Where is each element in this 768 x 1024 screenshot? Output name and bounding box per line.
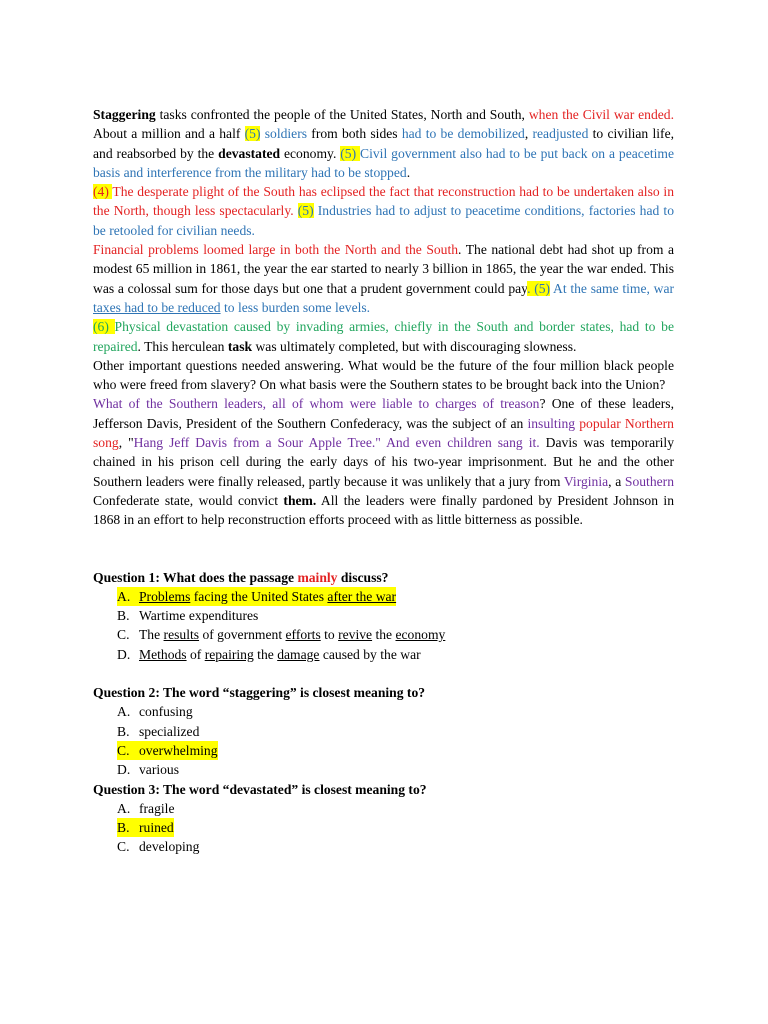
blue-text: Industries had to adjust to peacetime conditions, factories had to be retooled for civilian needs.	[93, 203, 674, 238]
passage-paragraph-6	[93, 394, 674, 529]
option-letter: A.	[117, 704, 131, 720]
text-span: , "	[118, 435, 134, 451]
text-span: Davis was temporarily chained in his prison cell during the early days of his two-year imprisonment. But he and the other Southern leaders were finally released, partly because it was unlikely that a jury from	[93, 435, 674, 489]
option-c[interactable]	[117, 741, 674, 760]
spacer	[93, 530, 674, 568]
option-letter: B.	[117, 723, 130, 739]
option-a[interactable]	[117, 587, 674, 606]
passage-paragraph-2	[93, 182, 674, 240]
blue-text: to less burden some levels.	[220, 299, 371, 315]
purple-text: insulting	[527, 415, 576, 431]
option-letter: D.	[117, 646, 131, 662]
question-1	[93, 568, 674, 587]
blue-text: Civil government also had to be put back on a peacetime basis and interference from the military had to be stopped	[93, 145, 675, 180]
option-c[interactable]	[117, 625, 674, 644]
text-span: caused by the war	[319, 646, 421, 662]
option-text: overwhelming	[139, 741, 218, 760]
text-span: ? One of these leaders, Jefferson Davis, President of the Southern Confederacy, was the subject of an	[93, 396, 674, 431]
option-text: fragile	[139, 800, 175, 816]
question-1-options	[93, 587, 674, 664]
option-b[interactable]	[117, 818, 674, 837]
passage-paragraph-3	[93, 240, 674, 317]
text-span: facing the United States	[190, 588, 328, 604]
text-span: tasks confronted the people of the United States, North and South,	[155, 107, 529, 122]
red-text: popular Northern song	[93, 415, 674, 451]
text-span: About a million and a half	[93, 126, 245, 142]
underlined-word: efforts	[285, 627, 321, 643]
question-keyword: mainly	[297, 569, 338, 585]
blue-text: had to be demobilized	[401, 126, 525, 142]
document-page	[93, 105, 674, 857]
option-d[interactable]	[117, 645, 674, 664]
keyword-them: them.	[283, 492, 317, 508]
text-span: the	[372, 627, 396, 643]
passage-paragraph-1	[93, 105, 674, 182]
text-span: Other important questions needed answering. What would be the future of the four million black people who were freed from slavery? On what basis were the Southern states to be brought back into the Union?	[93, 357, 674, 393]
underlined-word: revive	[338, 627, 373, 643]
text-span: , a	[608, 473, 625, 489]
purple-text: What of the Southern leaders, all of whom were liable to charges of treason	[93, 396, 540, 412]
blue-text: soldiers	[260, 126, 308, 142]
purple-text: Hang Jeff Davis from a Sour Apple Tree." And even children sang it.	[133, 435, 540, 451]
marker-5: (5)	[244, 126, 261, 142]
option-letter: A.	[117, 587, 139, 606]
text-span: to civilian life, and reabsorbed by the	[93, 126, 674, 161]
underlined-word: Problems	[139, 588, 191, 604]
option-b[interactable]	[117, 606, 674, 625]
question-text: discuss?	[337, 569, 389, 585]
keyword-staggering: Staggering	[93, 107, 156, 122]
green-text: Physical devastation caused by invading armies, chiefly in the South and border states, had to be repaired	[93, 319, 675, 354]
keyword-task: task	[227, 338, 253, 354]
blue-text: readjusted	[532, 126, 589, 142]
option-text: ruined	[139, 818, 174, 837]
option-b[interactable]	[117, 722, 674, 741]
option-text: Wartime expenditures	[139, 608, 259, 624]
text-span: was ultimately completed, but with discouraging slowness.	[252, 338, 577, 354]
text-span: to	[320, 627, 339, 643]
question-text: Question 1: What does the passage	[93, 569, 298, 585]
option-text: various	[139, 762, 180, 778]
option-letter: C.	[117, 741, 139, 760]
text-span: of	[186, 646, 205, 662]
underlined-blue-text: taxes had to be reduced	[93, 299, 221, 315]
option-letter: B.	[117, 818, 139, 837]
question-2-options	[93, 702, 674, 779]
option-letter: B.	[117, 608, 130, 624]
question-3: Question 3: The word “devastated” is closest meaning to?	[93, 781, 427, 797]
red-text: Financial problems loomed large in both the North and the South	[93, 242, 459, 258]
spacer	[93, 664, 674, 683]
option-a[interactable]	[117, 702, 674, 721]
text-span: .	[406, 164, 411, 180]
option-c[interactable]	[117, 837, 674, 856]
text-span: of government	[199, 627, 286, 643]
text-span: economy.	[280, 145, 341, 161]
option-letter: C.	[117, 627, 130, 643]
keyword-devastated: devastated	[218, 145, 281, 161]
passage-paragraph-5	[93, 356, 674, 395]
blue-text: At the same time, war	[550, 280, 675, 296]
red-text: The desperate plight of the South has eclipsed the fact that reconstruction had to be undertaken also in the North, though less spectacularly.	[93, 184, 675, 219]
marker-4: (4)	[93, 184, 113, 200]
option-letter: C.	[117, 839, 130, 855]
marker-5: . (5)	[527, 280, 551, 296]
text-span: All the leaders were finally pardoned by President Johnson in 1868 in an effort to help reconstruction efforts proceed with as little bitterness as possible.	[93, 492, 674, 528]
marker-5: (5)	[340, 145, 361, 161]
text-span: . This herculean	[137, 338, 228, 354]
text-span: from both sides	[307, 126, 402, 142]
underlined-word: results	[163, 627, 200, 643]
question-3-options	[93, 799, 674, 857]
text-span: Confederate state, would convict	[93, 492, 284, 508]
option-letter: D.	[117, 762, 131, 778]
passage-paragraph-4	[93, 317, 674, 356]
marker-5: (5)	[297, 203, 314, 219]
red-text: when the Civil war ended.	[528, 107, 674, 122]
purple-text: Southern	[624, 473, 674, 489]
text-span: . The national debt had shot up from a modest 65 million in 1861, the year the ear started to nearly 3 billion in 1865, the year the war ended. This was a colossal sum for those days but one that a prudent government could pay	[93, 242, 674, 296]
option-text: confusing	[139, 704, 193, 720]
underlined-word: Methods	[139, 646, 187, 662]
option-text: developing	[139, 839, 200, 855]
option-text: specialized	[139, 723, 200, 739]
underlined-word: damage	[277, 646, 320, 662]
question-2: Question 2: The word “staggering” is closest meaning to?	[93, 685, 426, 701]
underlined-word: repairing	[204, 646, 254, 662]
text-span: ,	[524, 126, 533, 142]
text-span: the	[253, 646, 278, 662]
option-letter: A.	[117, 800, 131, 816]
underlined-word: after the war	[327, 588, 397, 604]
option-d[interactable]	[117, 760, 674, 779]
underlined-word: economy	[395, 627, 446, 643]
text-span: The	[139, 627, 164, 643]
marker-6: (6)	[93, 319, 115, 335]
purple-text: Virginia	[563, 473, 609, 489]
option-a[interactable]	[117, 799, 674, 818]
